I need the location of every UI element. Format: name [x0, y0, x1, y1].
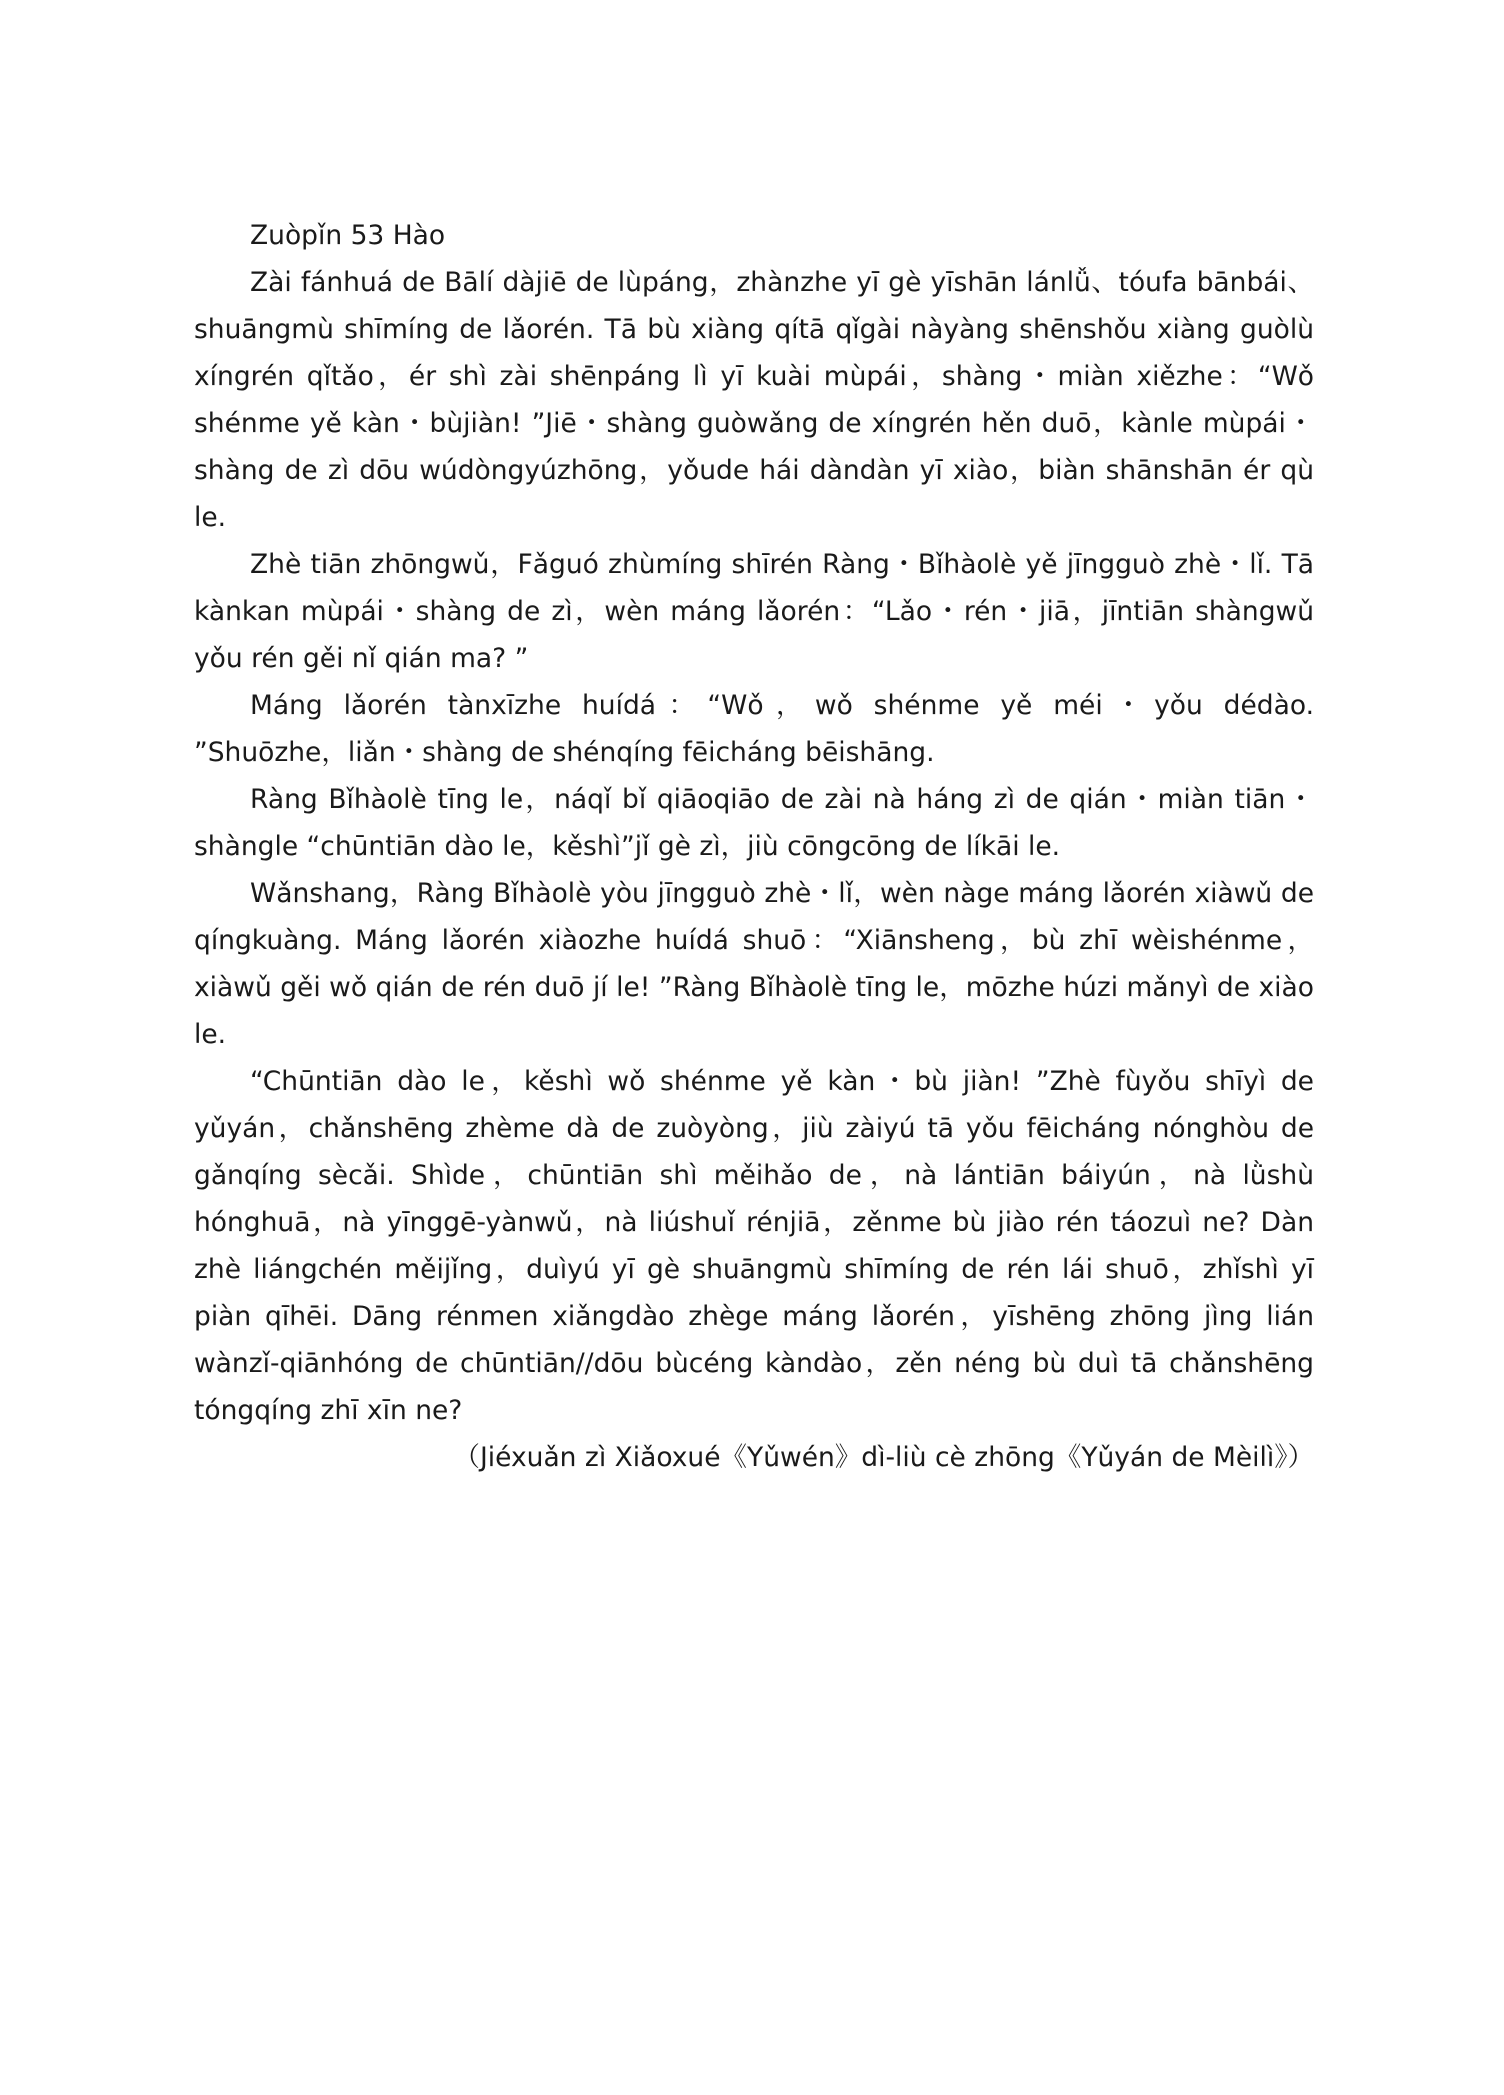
paragraph-4: Ràng Bǐhàolè tīng le，náqǐ bǐ qiāoqiāo de zài nà háng zì de qián・miàn tiān・shàngle “chūntiān dào le，kěshì”jǐ gè zì，jiù cōngcōng de líkāi le.	[194, 784, 1314, 862]
paragraph-3: Máng lǎorén tànxīzhe huídá：“Wǒ，wǒ shénme yě méi・yǒu dédào. ”Shuōzhe，liǎn・shàng de shénqíng fēicháng bēishāng.	[194, 690, 1314, 768]
source-citation: （Jiéxuǎn zì Xiǎoxué《Yǔwén》dì-liù cè zhōng《Yǔyán de Mèilì》）	[453, 1442, 1314, 1473]
paragraph-6: “Chūntiān dào le，kěshì wǒ shénme yě kàn・bù jiàn! ”Zhè fùyǒu shīyì de yǔyán，chǎnshēng zhème dà de zuòyòng，jiù zàiyú tā yǒu fēicháng nónghòu de gǎnqíng sècǎi. Shìde，chūntiān shì měihǎo de，nà lántiān báiyún，nà lǜshù hónghuā，nà yīnggē-yànwǔ，nà liúshuǐ rénjiā，zěnme bù jiào rén táozuì ne? Dàn zhè liángchén měijǐng，duìyú yī gè shuāngmù shīmíng de rén lái shuō，zhǐshì yī piàn qīhēi. Dāng rénmen xiǎngdào zhège máng lǎorén，yīshēng zhōng jìng lián wànzǐ-qiānhóng de chūntiān//dōu bùcéng kàndào，zěn néng bù duì tā chǎnshēng tóngqíng zhī xīn ne?	[194, 1066, 1314, 1426]
paragraph-1: Zài fánhuá de Bālí dàjiē de lùpáng，zhànzhe yī gè yīshān lánlǚ、tóufa bānbái、shuāngmù shīmíng de lǎorén. Tā bù xiàng qítā qǐgài nàyàng shēnshǒu xiàng guòlù xíngrén qǐtǎo，ér shì zài shēnpáng lì yī kuài mùpái，shàng・miàn xiězhe：“Wǒ shénme yě kàn・bùjiàn! ”Jiē・shàng guòwǎng de xíngrén hěn duō，kànle mùpái・shàng de zì dōu wúdòngyúzhōng，yǒude hái dàndàn yī xiào，biàn shānshān ér qù le.	[194, 267, 1314, 533]
document-title: Zuòpǐn 53 Hào	[250, 220, 446, 251]
paragraph-5: Wǎnshang，Ràng Bǐhàolè yòu jīngguò zhè・lǐ，wèn nàge máng lǎorén xiàwǔ de qíngkuàng. Máng lǎorén xiàozhe huídá shuō：“Xiānsheng，bù zhī wèishénme，xiàwǔ gěi wǒ qián de rén duō jí le! ”Ràng Bǐhàolè tīng le，mōzhe húzi mǎnyì de xiào le.	[194, 878, 1314, 1050]
document-body	[194, 212, 1314, 1481]
paragraph-2: Zhè tiān zhōngwǔ，Fǎguó zhùmíng shīrén Ràng・Bǐhàolè yě jīngguò zhè・lǐ. Tā kànkan mùpái・shàng de zì，wèn máng lǎorén：“Lǎo・rén・jiā，jīntiān shàngwǔ yǒu rén gěi nǐ qián ma? ”	[194, 549, 1314, 674]
